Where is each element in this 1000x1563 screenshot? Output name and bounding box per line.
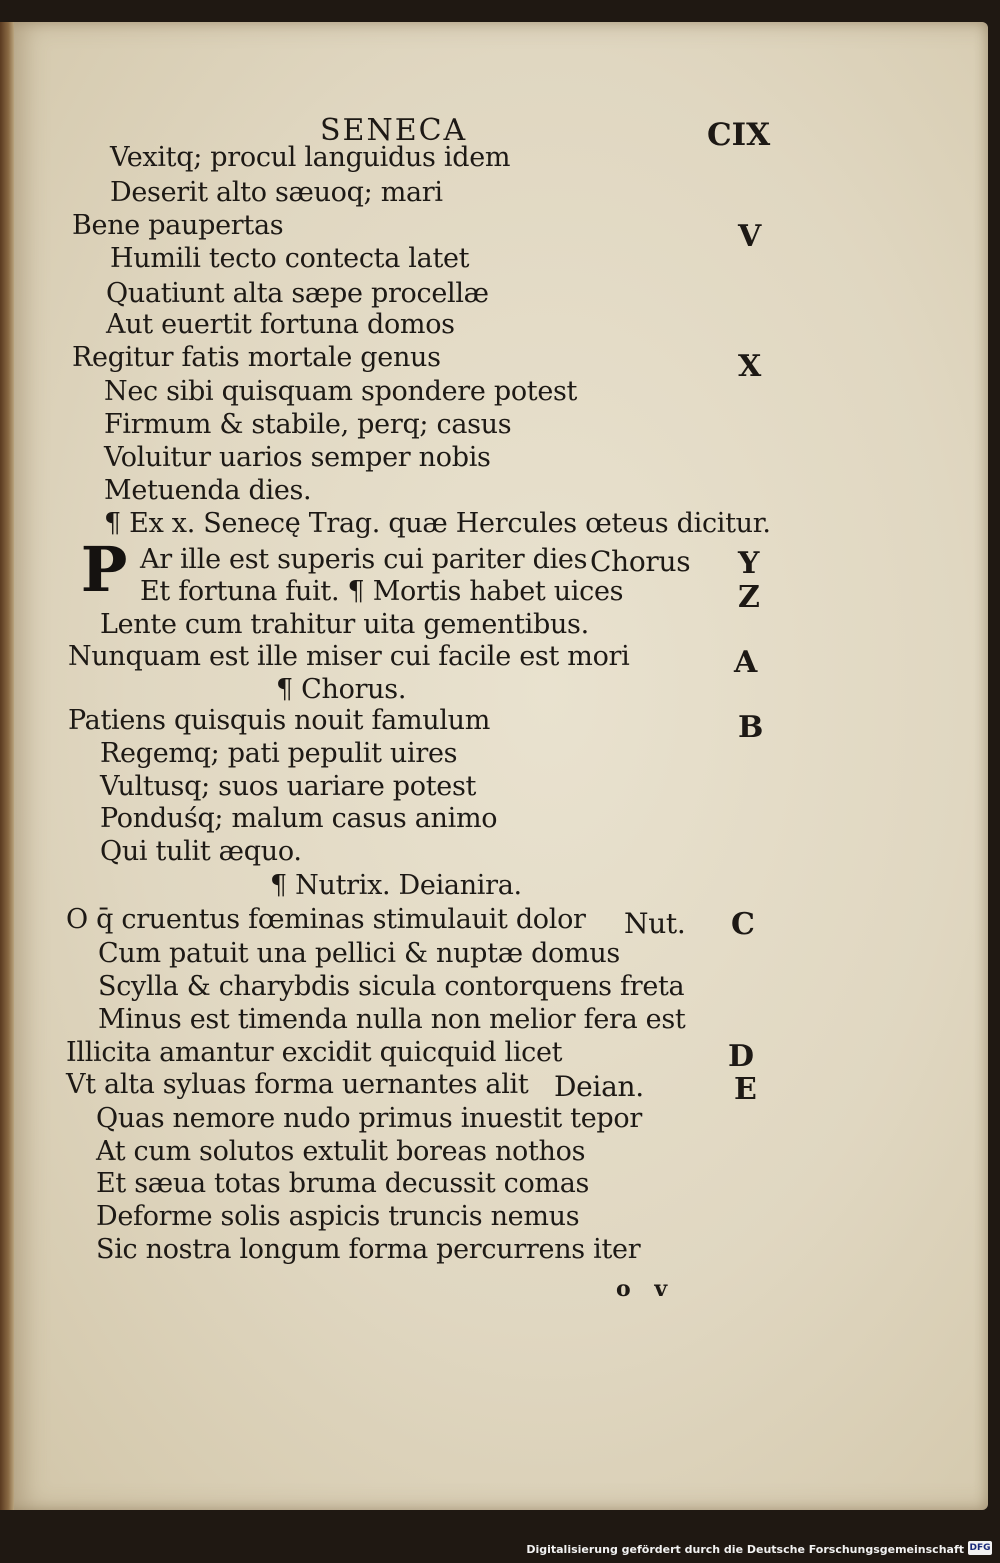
text-line: Humili tecto contecta latet [110,243,470,274]
running-title: SENECA [320,113,468,148]
speaker-label: Chorus [590,545,691,578]
margin-letter: Z [738,580,760,615]
folio-number: CIX [707,117,771,153]
text-line: Nunquam est ille miser cui facile est mori [68,641,630,672]
margin-letter: B [738,710,764,745]
text-line: Minus est timenda nulla non melior fera est [98,1004,686,1035]
page-binding-edge [0,22,14,1510]
text-line: Metuenda dies. [104,475,312,506]
speaker-label: Nut. [624,907,686,940]
margin-letter: C [731,907,755,942]
speaker-label: Deian. [554,1070,644,1103]
text-line: O q̄ cruentus fœminas stimulauit dolor [66,904,586,935]
margin-letter: X [738,349,761,384]
text-line: Quas nemore nudo primus inuestit tepor [96,1103,642,1134]
text-line: Regemq; pati pepulit uires [100,738,458,769]
text-line: Firmum & stabile, perq; casus [104,409,512,440]
text-line: Vt alta syluas forma uernantes alit [66,1069,529,1100]
margin-letter: E [734,1072,757,1107]
text-line: Cum patuit una pellici & nuptæ domus [98,938,620,969]
text-line: Sic nostra longum forma percurrens iter [96,1234,641,1265]
signature-mark: o v [616,1276,676,1302]
speaker-heading: ¶ Chorus. [276,674,407,705]
text-line: Illicita amantur excidit quicquid licet [66,1037,563,1068]
text-line: Bene paupertas [72,210,284,241]
text-line: Lente cum trahitur uita gementibus. [100,609,589,640]
digitization-credit: Digitalisierung gefördert durch die Deutsche Forschungsgemeinschaft [526,1543,964,1556]
text-line: Quatiunt alta sæpe procellæ [106,278,489,309]
text-line: Nec sibi quisquam spondere potest [104,376,578,407]
text-line: Aut euertit fortuna domos [106,309,455,340]
speaker-heading: ¶ Nutrix. Deianira. [270,870,522,901]
text-line: Scylla & charybdis sicula contorquens freta [98,971,685,1002]
text-line: Voluitur uarios semper nobis [104,442,491,473]
section-rubric: ¶ Ex x. Senecę Trag. quæ Hercules œteus dicitur. [104,508,771,539]
text-line: Ar ille est superis cui pariter dies [140,544,588,575]
margin-letter: Y [738,546,760,581]
text-line: Deserit alto sæuoq; mari [110,177,443,208]
text-line: Patiens quisquis nouit famulum [68,705,491,736]
text-line: Ponduśq; malum casus animo [100,803,498,834]
decorated-initial: P [80,533,128,606]
text-line: Regitur fatis mortale genus [72,342,441,373]
text-line: Qui tulit æquo. [100,836,302,867]
margin-letter: V [738,219,761,254]
margin-letter: D [728,1039,754,1074]
text-line: Et fortuna fuit. ¶ Mortis habet uices [140,576,624,607]
margin-letter: A [734,645,757,680]
text-line: Vultusq; suos uariare potest [100,771,477,802]
text-line: Et sæua totas bruma decussit comas [96,1168,590,1199]
dfg-logo-icon: DFG [969,1543,991,1553]
text-line: At cum solutos extulit boreas nothos [96,1136,586,1167]
text-line: Deforme solis aspicis truncis nemus [96,1201,580,1232]
text-line: Vexitq; procul languidus idem [110,142,511,173]
